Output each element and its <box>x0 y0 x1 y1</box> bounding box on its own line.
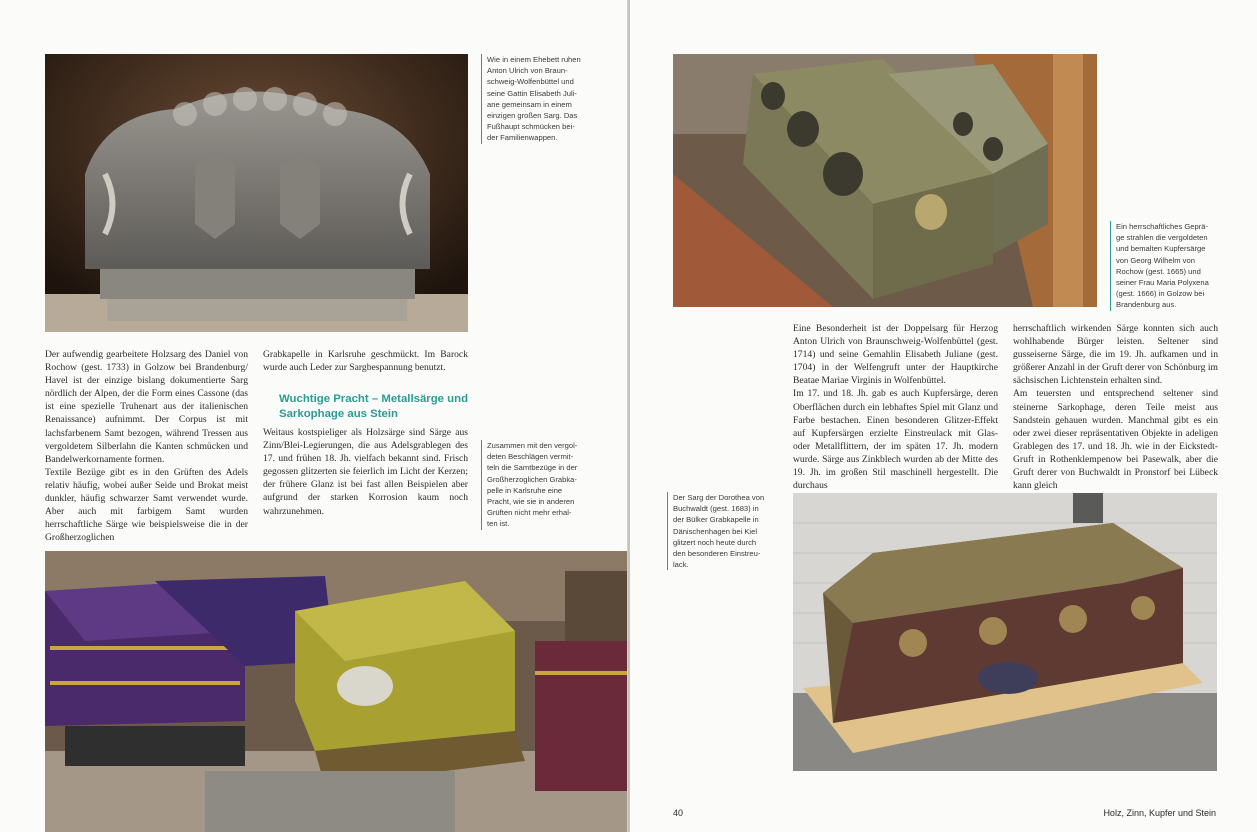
caption-coat-of-arms-coffin: Wie in einem Ehebett ruhen Anton Ulrich von Braun- schweig-Wolfenbüttel und seine Gattin Elisabeth Juli- ane gemeinsam in einem einzigen großen Sarg. Das Fußhaupt schmücken bei- der Familienwappen. <box>481 54 595 144</box>
caption-dorothea-coffin: Der Sarg der Dorothea von Buchwaldt (gest. 1683) in der Bülker Grabkapelle in Dänischenhagen bei Kiel glitzert noch heute durch den besonderen Einstreu- lack. <box>667 492 781 570</box>
page-number: 40 <box>673 808 684 818</box>
left-page <box>0 0 628 832</box>
section-heading: Wuchtige Pracht – Metallsärge und Sarkophage aus Stein <box>279 393 469 420</box>
body-column-2-top: Grabkapelle in Karlsruhe geschmückt. Im Barock wurde auch Leder zur Sargbespannung benutzt. <box>263 349 468 374</box>
running-title: Holz, Zinn, Kupfer und Stein <box>1103 808 1216 818</box>
photo-coat-of-arms-coffin <box>45 54 468 332</box>
body-column-2: herrschaftlich wirkenden Särge konnten sich auch wohlhabende Bürger leisten. Seltener sind gusseiserne Särge, die im 19. Jh. aufkamen und in größerer Anzahl in der Gruft derer von Schönburg im sächsischen Lichtenstein erhalten sind. Am teuersten und entsprechend seltener sind steinerne Sarkophage, deren Teile meist aus Sandstein gehauen wurden. Manchmal gibt es ein oder zwei dieser repräsentativen Objekte in adeligen Grablegen des 17. und 18. Jh. wie in der Eickstedt-Gruft in Rothenklempenow bei Pasewalk, aber die Gruft derer von Buchwaldt in Pronstorf bei Lübeck kann gleich <box>1013 323 1218 492</box>
body-column-2-bottom: Weitaus kostspieliger als Holzsärge sind Särge aus Zinn/Blei-Legierungen, die aus Adelsgrablegen des 17. und frühen 18. Jh. vielfach bekannt sind. Frisch gegossen glitzerten sie feierlich im Licht der Kerzen; der frühere Glanz ist bei fast allen Beispielen aber aufgrund der starken Korrosion kaum noch wahrzunehmen. <box>263 427 468 517</box>
photo-copper-coffins <box>673 54 1097 307</box>
photo-dorothea-coffin <box>793 493 1217 771</box>
body-column-1: Eine Besonderheit ist der Doppelsarg für Herzog Anton Ulrich von Braunschweig-Wolfenbüttel (gest. 1714) und seine Gemahlin Elisabeth Juliane (gest. 1704) in der Welfengruft unter der Hauptkirche Beatae Mariae Virginis in Wolfenbüttel. Im 17. und 18. Jh. gab es auch Kupfersärge, deren Oberflächen durch ein lebhaftes Spiel mit Glanz und Farbe bestachen. Einen besonderen Glitzer-Effekt auf Kupfersärgen erzielte Einstreulack mit Glas- oder Metallflittern, der im späten 17. Jh. modern wurde. Särge aus Zinkblech wurden ab der Mitte des 19. Jh. im großen Stil maschinell hergestellt. Die durchaus <box>793 323 998 492</box>
photo-velvet-coffins <box>45 551 628 832</box>
body-column-1: Der aufwendig gearbeitete Holzsarg des Daniel von Rochow (gest. 1733) in Golzow bei Brandenburg/ Havel ist der einzige bislang dokumentierte Sarg nördlich der Alpen, der die Form eines Cassone (das ist eine spezielle Truhenart aus der italienischen Renaissance) aufnimmt. Der Corpus ist mit lachsfarbenem Samt bezogen, während Tressen aus vergoldetem Silberlahn die Kanten schmücken und Bandelwerkornamente formen. Textile Bezüge gibt es in den Grüften des Adels relativ häufig, wobei außer Seide und Brokat meist dunkler, häufig schwarzer Samt verwendet wurde. Aber auch mit farbigem Samt wurden herrschaftliche Särge wie beispielsweise die in der Großherzoglichen <box>45 349 248 544</box>
right-page <box>630 0 1257 832</box>
caption-copper-coffins: Ein herrschaftliches Geprä- ge strahlen die vergoldeten und bemalten Kupfersärge von Georg Wilhelm von Rochow (gest. 1665) und seiner Frau Maria Polyxena (gest. 1666) in Golzow bei Brandenburg aus. <box>1110 221 1226 311</box>
caption-velvet-coffins: Zusammen mit den vergol- deten Beschlägen vermit- teln die Samtbezüge in der Großherzoglichen Grabka- pelle in Karlsruhe eine Pracht, wie sie in anderen Grüften nicht mehr erhal- ten ist. <box>481 440 595 530</box>
